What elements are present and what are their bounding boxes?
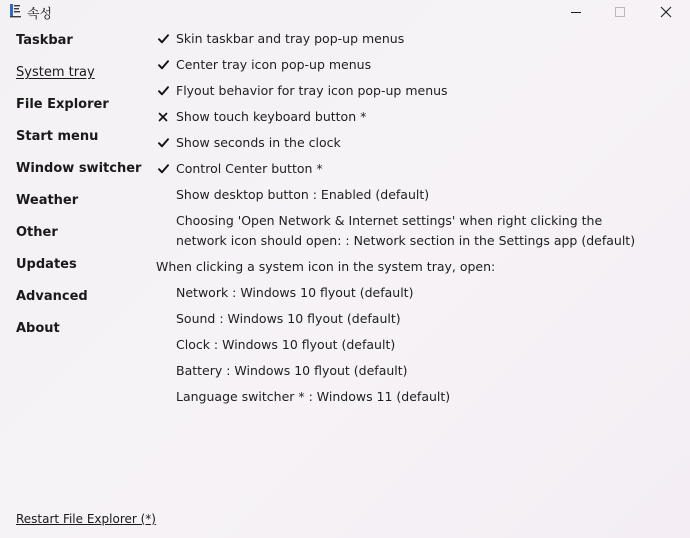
checkmark-icon[interactable] <box>156 159 170 179</box>
checkmark-icon[interactable] <box>156 55 170 75</box>
checkmark-icon[interactable] <box>156 81 170 101</box>
close-icon <box>660 6 672 18</box>
clock-flyout-option[interactable]: Clock : Windows 10 flyout (default) <box>176 337 396 352</box>
title-bar <box>0 0 690 24</box>
sidebar-item-taskbar[interactable]: Taskbar <box>16 33 73 48</box>
sidebar-item-system-tray[interactable]: System tray <box>16 65 95 80</box>
system-icon-section-heading: When clicking a system icon in the system tray, open: <box>156 259 496 274</box>
sidebar-item-updates[interactable]: Updates <box>16 257 77 272</box>
show-desktop-option[interactable]: Show desktop button : Enabled (default) <box>176 187 430 202</box>
battery-flyout-option[interactable]: Battery : Windows 10 flyout (default) <box>176 363 408 378</box>
sidebar-item-start-menu[interactable]: Start menu <box>16 129 99 144</box>
sidebar-item-about[interactable]: About <box>16 321 60 336</box>
restart-file-explorer-link[interactable]: Restart File Explorer (*) <box>16 512 156 526</box>
window-title: 속성 <box>27 7 53 22</box>
toggle-control-center[interactable]: Control Center button * <box>176 161 323 176</box>
sidebar-item-advanced[interactable]: Advanced <box>16 289 88 304</box>
sidebar-item-other[interactable]: Other <box>16 225 58 240</box>
app-window-icon <box>9 3 22 18</box>
language-switcher-option[interactable]: Language switcher * : Windows 11 (default) <box>176 389 451 404</box>
sidebar-item-window-switcher[interactable]: Window switcher <box>16 161 142 176</box>
maximize-icon <box>614 6 626 18</box>
network-flyout-option[interactable]: Network : Windows 10 flyout (default) <box>176 285 414 300</box>
toggle-flyout-behavior[interactable]: Flyout behavior for tray icon pop-up menus <box>176 83 448 98</box>
sound-flyout-option[interactable]: Sound : Windows 10 flyout (default) <box>176 311 401 326</box>
checkmark-icon[interactable] <box>156 29 170 49</box>
network-open-option-value[interactable]: network icon should open: : Network section in the Settings app (default) <box>176 233 636 248</box>
toggle-center-tray-menus[interactable]: Center tray icon pop-up menus <box>176 57 372 72</box>
minimize-button[interactable] <box>553 0 599 24</box>
sidebar-item-file-explorer[interactable]: File Explorer <box>16 97 109 112</box>
checkmark-icon[interactable] <box>156 133 170 153</box>
close-button[interactable] <box>643 0 689 24</box>
maximize-button[interactable] <box>597 0 643 24</box>
toggle-touch-keyboard[interactable]: Show touch keyboard button * <box>176 109 367 124</box>
sidebar-item-weather[interactable]: Weather <box>16 193 79 208</box>
toggle-skin-taskbar-menus[interactable]: Skin taskbar and tray pop-up menus <box>176 31 405 46</box>
toggle-show-seconds[interactable]: Show seconds in the clock <box>176 135 341 150</box>
minimize-icon <box>570 6 582 18</box>
cross-icon[interactable] <box>156 107 170 127</box>
network-open-option[interactable]: Choosing 'Open Network & Internet settings' when right clicking the <box>176 213 603 228</box>
